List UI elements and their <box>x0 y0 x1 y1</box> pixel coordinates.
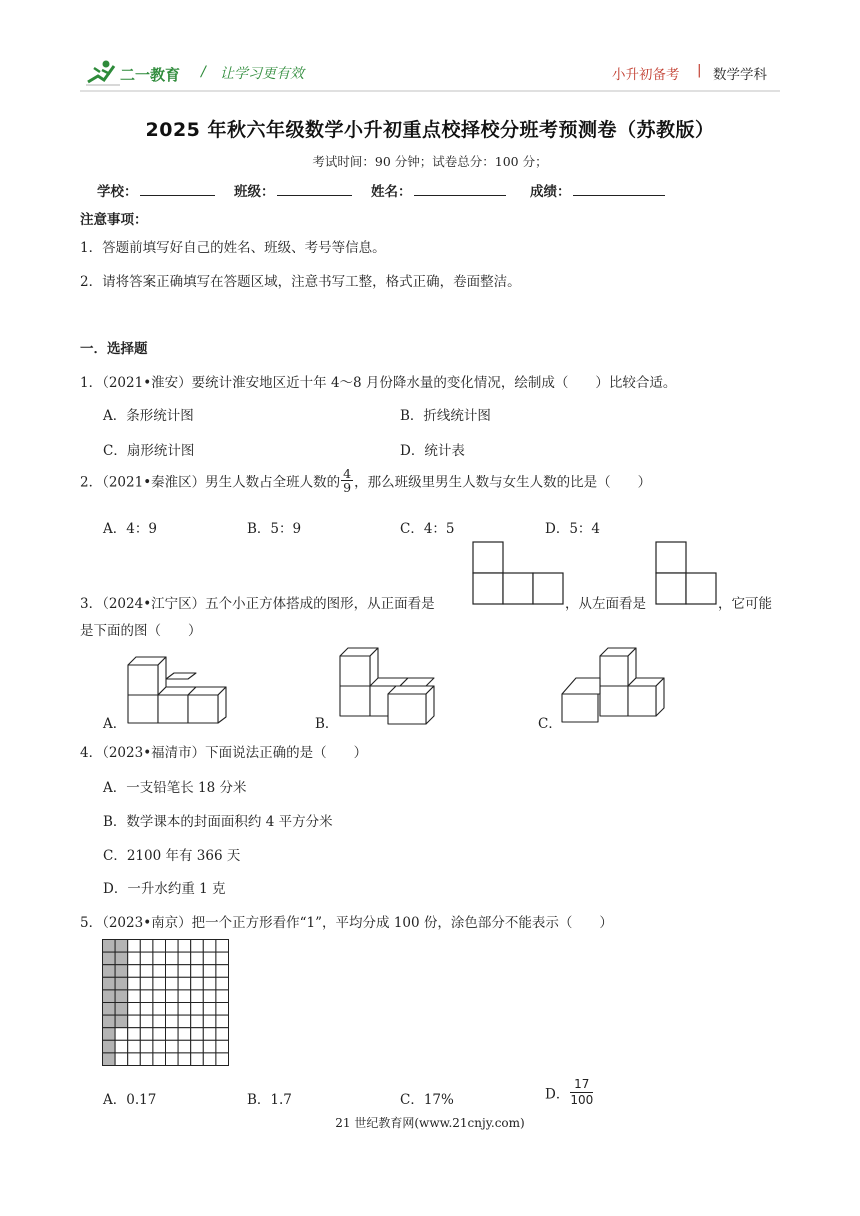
q3-option-b[interactable]: B． <box>315 716 339 732</box>
grid-cell <box>153 977 166 990</box>
grid-cell <box>216 940 229 953</box>
grid-cell <box>216 1015 229 1028</box>
grid-cell <box>203 952 216 965</box>
grid-cell <box>153 1003 166 1016</box>
grid-cell <box>191 1003 204 1016</box>
q2-frac-den: 9 <box>343 480 352 495</box>
grid-cell <box>166 990 179 1003</box>
grid-cell <box>178 1053 191 1066</box>
grid-cell <box>115 1053 128 1066</box>
grid-cell <box>140 990 153 1003</box>
header-separator: | <box>697 62 702 78</box>
q5-frac-num: 17 <box>570 1077 593 1093</box>
class-blank[interactable] <box>277 181 352 196</box>
q1-option-a[interactable]: A．条形统计图 <box>103 408 194 424</box>
grid-cell <box>178 1003 191 1016</box>
shaded-cell <box>103 990 116 1003</box>
q3-stem-b: ，从左面看是 <box>565 596 646 612</box>
score-label: 成绩： <box>530 184 571 200</box>
grid-cell <box>128 940 141 953</box>
q2-stem-b: ，那么班级里男生人数与女生人数的比是（ ） <box>354 474 652 491</box>
grid-cell <box>153 1015 166 1028</box>
header-slash: / <box>201 64 206 80</box>
grid-cell <box>128 1053 141 1066</box>
question-5-stem: 5．（2023•南京）把一个正方形看作“1”，平均分成 100 份，涂色部分不能表示（ ） <box>80 915 613 931</box>
q3-option-a[interactable]: A． <box>103 716 127 732</box>
hundred-square-grid <box>102 939 229 1066</box>
grid-cell <box>140 952 153 965</box>
shaded-cell <box>115 940 128 953</box>
q1-option-c[interactable]: C．扇形统计图 <box>103 443 195 459</box>
shaded-cell <box>103 952 116 965</box>
grid-cell <box>203 940 216 953</box>
grid-cell <box>203 1028 216 1041</box>
grid-cell <box>128 990 141 1003</box>
note-item: 1．答题前填写好自己的姓名、班级、考号等信息。 <box>80 240 386 256</box>
shaded-cell <box>103 940 116 953</box>
shaded-cell <box>115 977 128 990</box>
q5-option-d[interactable] <box>545 1077 594 1108</box>
question-4-stem: 4．（2023•福清市）下面说法正确的是（ ） <box>80 745 368 761</box>
q5-option-a[interactable]: A．0.17 <box>103 1092 157 1108</box>
grid-cell <box>203 990 216 1003</box>
header-divider <box>80 90 780 92</box>
header-slogan: 让学习更有效 <box>220 66 304 82</box>
notes-heading: 注意事项： <box>80 212 148 228</box>
grid-cell <box>166 1040 179 1053</box>
shaded-cell <box>103 1040 116 1053</box>
grid-cell <box>166 977 179 990</box>
grid-cell <box>178 940 191 953</box>
grid-cell <box>191 952 204 965</box>
q2-fraction <box>341 467 353 494</box>
grid-cell <box>140 977 153 990</box>
grid-cell <box>153 940 166 953</box>
left-view-figure <box>655 541 717 605</box>
shaded-cell <box>103 977 116 990</box>
grid-cell <box>216 1003 229 1016</box>
grid-cell <box>166 1053 179 1066</box>
grid-cell <box>140 1028 153 1041</box>
grid-cell <box>140 1053 153 1066</box>
question-1-stem: 1．（2021•淮安）要统计淮安地区近十年 4～8 月份降水量的变化情况，绘制成（ ）比较合适。 <box>80 375 677 391</box>
q1-option-d[interactable]: D．统计表 <box>400 443 465 459</box>
grid-cell <box>128 977 141 990</box>
q3-stem-c: ，它可能 <box>718 596 772 612</box>
page-footer: 21 世纪教育网(www.21cnjy.com) <box>335 1116 525 1130</box>
name-field <box>371 180 506 200</box>
q2-option-c[interactable]: C．4：5 <box>400 521 455 537</box>
grid-cell <box>203 1053 216 1066</box>
grid-cell <box>128 965 141 978</box>
grid-cell <box>191 940 204 953</box>
grid-cell <box>203 1003 216 1016</box>
school-field <box>97 180 215 200</box>
grid-cell <box>203 1015 216 1028</box>
grid-cell <box>153 1053 166 1066</box>
name-label: 姓名： <box>371 184 412 200</box>
shaded-cell <box>115 952 128 965</box>
logo-text: 二一教育 <box>120 66 181 84</box>
score-blank[interactable] <box>573 181 665 196</box>
grid-cell <box>191 965 204 978</box>
shaded-cell <box>115 1003 128 1016</box>
grid-cell <box>216 1040 229 1053</box>
grid-cell <box>153 1028 166 1041</box>
q5-frac-den: 100 <box>570 1093 594 1107</box>
q5-fraction <box>570 1077 593 1108</box>
grid-cell <box>216 952 229 965</box>
q2-option-b[interactable]: B．5：9 <box>247 521 302 537</box>
shaded-cell <box>103 965 116 978</box>
shaded-cell <box>103 1003 116 1016</box>
q3-option-b-figure <box>338 646 438 726</box>
page-title: 2025 年秋六年级数学小升初重点校择校分班考预测卷（苏教版） <box>145 119 715 141</box>
grid-cell <box>191 1053 204 1066</box>
shaded-cell <box>115 965 128 978</box>
grid-cell <box>128 1040 141 1053</box>
grid-cell <box>178 965 191 978</box>
q2-option-d[interactable]: D．5：4 <box>545 521 601 537</box>
front-view-figure <box>472 541 564 605</box>
grid-cell <box>216 977 229 990</box>
grid-cell <box>216 990 229 1003</box>
q3-option-c[interactable]: C． <box>538 716 562 732</box>
shaded-cell <box>103 1015 116 1028</box>
grid-cell <box>178 952 191 965</box>
grid-cell <box>178 1028 191 1041</box>
grid-cell <box>153 952 166 965</box>
grid-cell <box>166 965 179 978</box>
grid-cell <box>140 1003 153 1016</box>
grid-cell <box>191 1040 204 1053</box>
exam-info: 考试时间：90 分钟；试卷总分：100 分； <box>312 154 548 169</box>
grid-cell <box>140 1015 153 1028</box>
shaded-cell <box>103 1028 116 1041</box>
grid-cell <box>140 940 153 953</box>
q4-option-b[interactable]: B．数学课本的封面面积约 4 平方分米 <box>103 814 333 830</box>
name-blank[interactable] <box>414 181 506 196</box>
q3-option-c-figure <box>560 646 670 726</box>
grid-cell <box>153 1040 166 1053</box>
shaded-cell <box>115 990 128 1003</box>
q4-option-d[interactable]: D．一升水约重 1 克 <box>103 881 226 897</box>
q1-option-b[interactable]: B．折线统计图 <box>400 408 491 424</box>
grid-cell <box>115 1040 128 1053</box>
class-label: 班级： <box>234 184 275 200</box>
q3-stem-a: 3．（2024•江宁区）五个小正方体搭成的图形，从正面看是 <box>80 596 435 612</box>
q3-option-a-figure <box>126 655 226 725</box>
grid-cell <box>128 952 141 965</box>
grid-cell <box>191 977 204 990</box>
grid-cell <box>178 977 191 990</box>
grid-cell <box>216 1028 229 1041</box>
q5-option-c[interactable]: C．17% <box>400 1092 454 1108</box>
question-2-stem <box>80 467 651 494</box>
grid-cell <box>153 965 166 978</box>
q3-stem-d: 是下面的图（ ） <box>80 623 202 639</box>
grid-cell <box>178 1015 191 1028</box>
q5-option-b[interactable]: B．1.7 <box>247 1092 292 1108</box>
q5-option-d-label: D． <box>545 1086 570 1103</box>
grid-cell <box>166 1028 179 1041</box>
grid-cell <box>191 990 204 1003</box>
shaded-cell <box>103 1053 116 1066</box>
q4-option-a[interactable]: A．一支铅笔长 18 分米 <box>103 780 247 796</box>
q4-option-c[interactable]: C．2100 年有 366 天 <box>103 848 241 864</box>
grid-cell <box>128 1015 141 1028</box>
grid-cell <box>166 1015 179 1028</box>
grid-cell <box>166 1003 179 1016</box>
note-item: 2．请将答案正确填写在答题区域，注意书写工整，格式正确，卷面整洁。 <box>80 274 521 290</box>
grid-cell <box>115 1028 128 1041</box>
header-subject: 数学学科 <box>713 67 767 83</box>
header-category: 小升初备考 <box>612 67 680 83</box>
score-field <box>530 180 665 200</box>
grid-cell <box>216 965 229 978</box>
school-blank[interactable] <box>140 181 215 196</box>
q2-frac-num: 4 <box>343 466 352 481</box>
grid-cell <box>140 1040 153 1053</box>
q2-stem-a: 2．（2021•秦淮区）男生人数占全班人数的 <box>80 474 341 491</box>
grid-cell <box>203 965 216 978</box>
grid-cell <box>178 1040 191 1053</box>
grid-cell <box>140 965 153 978</box>
grid-cell <box>153 990 166 1003</box>
grid-cell <box>216 1053 229 1066</box>
grid-cell <box>203 977 216 990</box>
school-label: 学校： <box>97 184 138 200</box>
grid-cell <box>128 1003 141 1016</box>
grid-cell <box>203 1040 216 1053</box>
q2-option-a[interactable]: A．4：9 <box>103 521 157 537</box>
grid-cell <box>166 940 179 953</box>
grid-cell <box>191 1028 204 1041</box>
class-field <box>234 180 352 200</box>
logo-icon <box>84 58 124 88</box>
section-title: 一．选择题 <box>80 341 148 357</box>
shaded-cell <box>115 1015 128 1028</box>
grid-cell <box>166 952 179 965</box>
grid-cell <box>191 1015 204 1028</box>
grid-cell <box>128 1028 141 1041</box>
grid-cell <box>178 990 191 1003</box>
